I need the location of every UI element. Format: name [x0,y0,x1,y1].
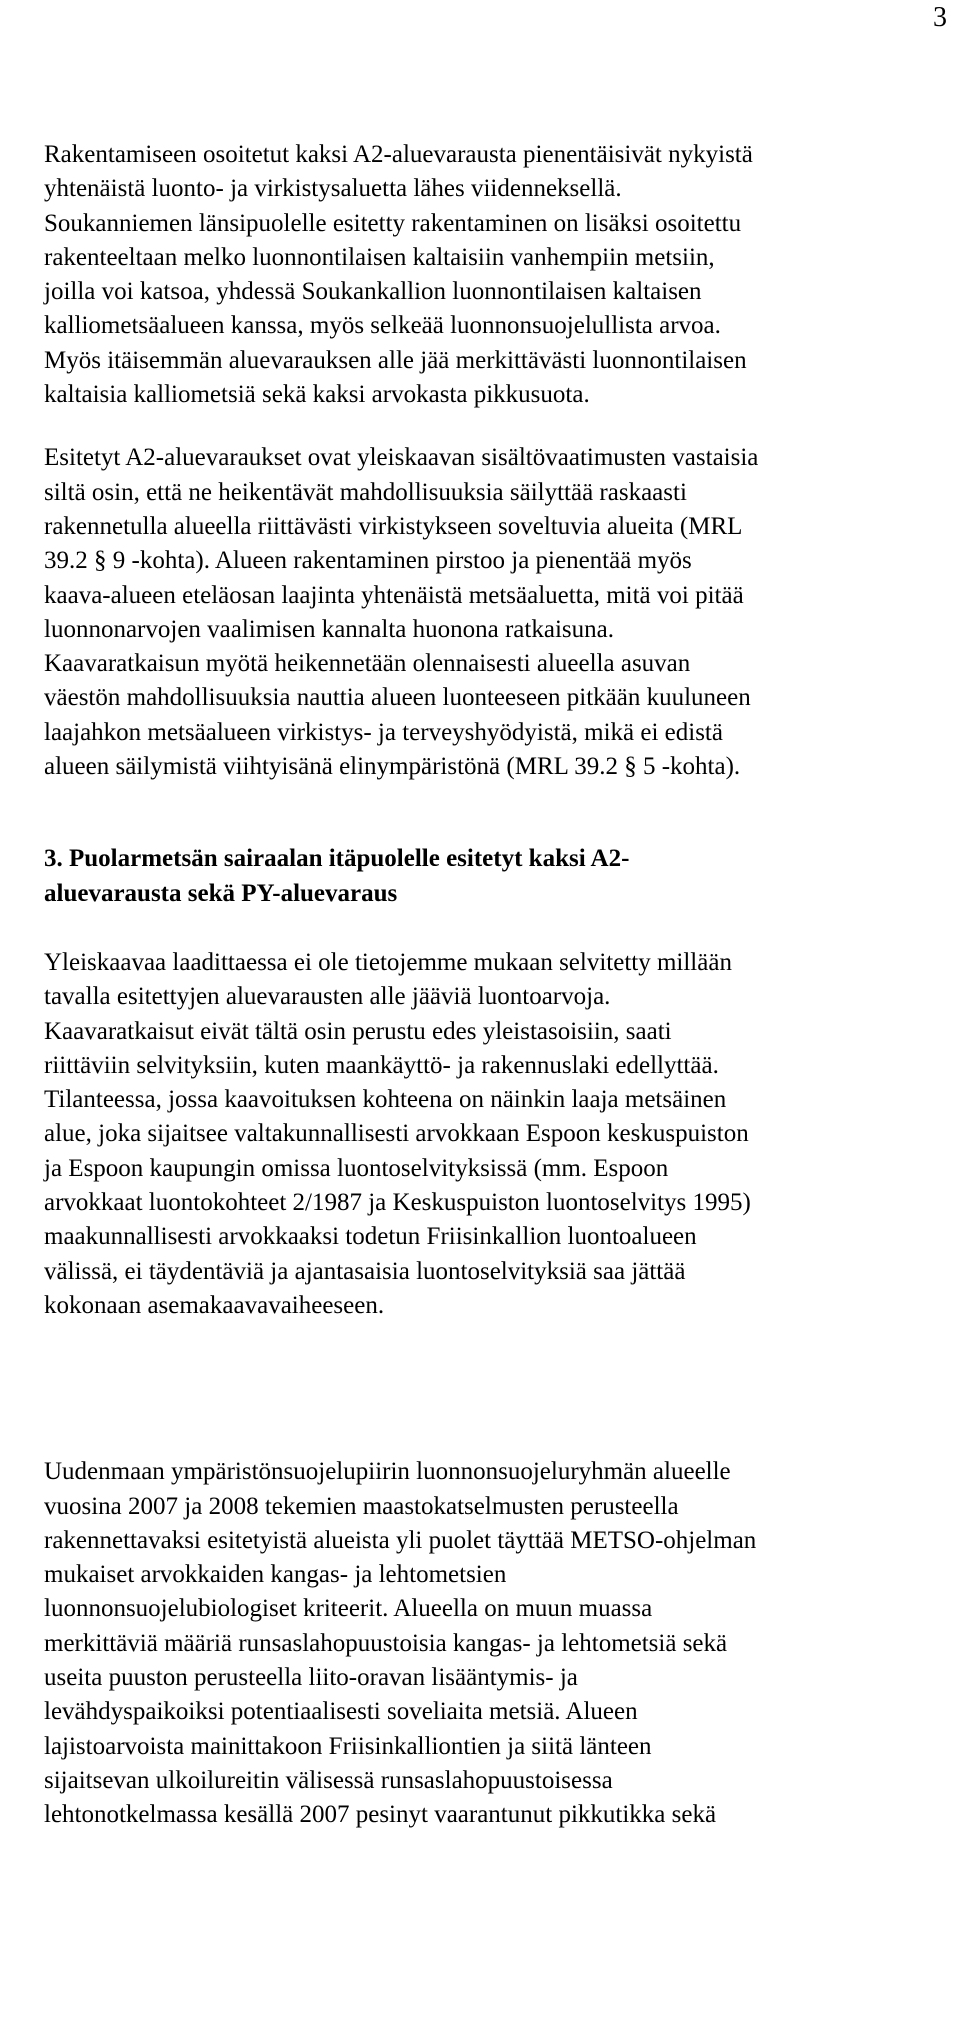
text-line: Uudenmaan ympäristönsuojelupiirin luonnonsuojeluryhmän alueelle [44,1458,731,1486]
section-heading-line: 3. Puolarmetsän sairaalan itäpuolelle esitetyt kaksi A2- [44,845,630,873]
paragraph-spacer [44,412,944,441]
text-line: yhtenäistä luonto- ja virkistysaluetta lähes viidenneksellä. [44,175,622,203]
text-line: väestön mahdollisuuksia nauttia alueen luonteeseen pitkään kuuluneen [44,684,751,712]
text-line: arvokkaat luontokohteet 2/1987 ja Keskuspuiston luontoselvitys 1995) [44,1189,751,1217]
text-line: rakennetulla alueella riittävästi virkistykseen soveltuvia alueita (MRL [44,512,743,540]
page-number: 3 [933,2,947,33]
text-line: ja Espoon kaupungin omissa luontoselvityksissä (mm. Espoon [44,1154,669,1182]
text-line: Kaavaratkaisut eivät tältä osin perustu edes yleistasoisiin, saati [44,1017,672,1045]
section-spacer [44,1323,944,1455]
text-line: kalliometsäalueen kanssa, myös selkeää luonnonsuojelullista arvoa. [44,312,721,340]
text-line: Yleiskaavaa laadittaessa ei ole tietojemme mukaan selvitetty millään [44,948,732,976]
section-heading [44,842,944,911]
text-line: sijaitsevan ulkoilureitin välisessä runsaslahopuustoisessa [44,1766,613,1794]
text-line: lehtonotkelmassa kesällä 2007 pesinyt vaarantunut pikkutikka sekä [44,1801,717,1829]
text-line: Myös itäisemmän aluevarauksen alle jää merkittävästi luonnontilaisen [44,346,747,374]
text-line: kaltaisia kalliometsiä sekä kaksi arvokasta pikkusuota. [44,381,590,409]
text-line: kaava-alueen eteläosan laajinta yhtenäistä metsäaluetta, mitä voi pitää [44,581,744,609]
text-line: Soukanniemen länsipuolelle esitetty rakentaminen on lisäksi osoitettu [44,209,742,237]
document-body [44,138,944,1832]
section-spacer [44,784,944,842]
text-line: luonnonsuojelubiologiset kriteerit. Alueella on muun muassa [44,1595,653,1623]
text-line: mukaiset arvokkaiden kangas- ja lehtometsien [44,1561,507,1589]
text-line: lajistoarvoista mainittakoon Friisinkalliontien ja siitä länteen [44,1732,652,1760]
text-line: Kaavaratkaisun myötä heikennetään olennaisesti alueella asuvan [44,650,691,678]
paragraph-sisaltovaatimukset [44,441,944,784]
text-line: tavalla esitettyjen aluevarausten alle jääviä luontoarvoja. [44,983,611,1011]
text-line: levähdyspaikoiksi potentiaalisesti soveliaita metsiä. Alueen [44,1698,638,1726]
heading-spacer [44,911,944,946]
text-line: Esitetyt A2-aluevaraukset ovat yleiskaavan sisältövaatimusten vastaisia [44,444,759,472]
text-line: rakennettavaksi esitetyistä alueista yli puolet täyttää METSO-ohjelman [44,1526,757,1554]
text-line: alue, joka sijaitsee valtakunnallisesti arvokkaan Espoon keskuspuiston [44,1120,749,1148]
text-line: Tilanteessa, jossa kaavoituksen kohteena on näinkin laaja metsäinen [44,1086,727,1114]
text-line: merkittäviä määriä runsaslahopuustoisia kangas- ja lehtometsiä sekä [44,1629,728,1657]
text-line: useita puuston perusteella liito-oravan lisääntymis- ja [44,1663,578,1691]
text-line: riittäviin selvityksiin, kuten maankäyttö- ja rakennuslaki edellyttää. [44,1051,719,1079]
text-line: rakenteeltaan melko luonnontilaisen kaltaisiin vanhempiin metsiin, [44,243,715,271]
text-line: vuosina 2007 ja 2008 tekemien maastokatselmusten perusteella [44,1492,679,1520]
text-line: kokonaan asemakaavavaiheeseen. [44,1291,385,1319]
text-line: siltä osin, että ne heikentävät mahdollisuuksia säilyttää raskaasti [44,478,687,506]
text-line: joilla voi katsoa, yhdessä Soukankallion luonnontilaisen kaltaisen [44,278,702,306]
paragraph-maastokatselmukset [44,1455,944,1832]
text-line: laajahkon metsäalueen virkistys- ja terveyshyödyistä, mikä ei edistä [44,718,723,746]
text-line: välissä, ei täydentäviä ja ajantasaisia luontoselvityksiä saa jättää [44,1257,686,1285]
paragraph-aluevaraukset-luontoarvot [44,138,944,412]
text-line: 39.2 § 9 -kohta). Alueen rakentaminen pirstoo ja pienentää myös [44,547,692,575]
text-line: Rakentamiseen osoitetut kaksi A2-aluevarausta pienentäisivät nykyistä [44,141,753,168]
text-line: maakunnallisesti arvokkaaksi todetun Friisinkallion luontoalueen [44,1223,697,1251]
text-line: alueen säilymistä viihtyisänä elinympäristönä (MRL 39.2 § 5 -kohta). [44,753,741,781]
paragraph-selvitykset [44,946,944,1323]
text-line: luonnonarvojen vaalimisen kannalta huonona ratkaisuna. [44,615,614,643]
section-heading-line: aluevarausta sekä PY-aluevaraus [44,879,398,907]
